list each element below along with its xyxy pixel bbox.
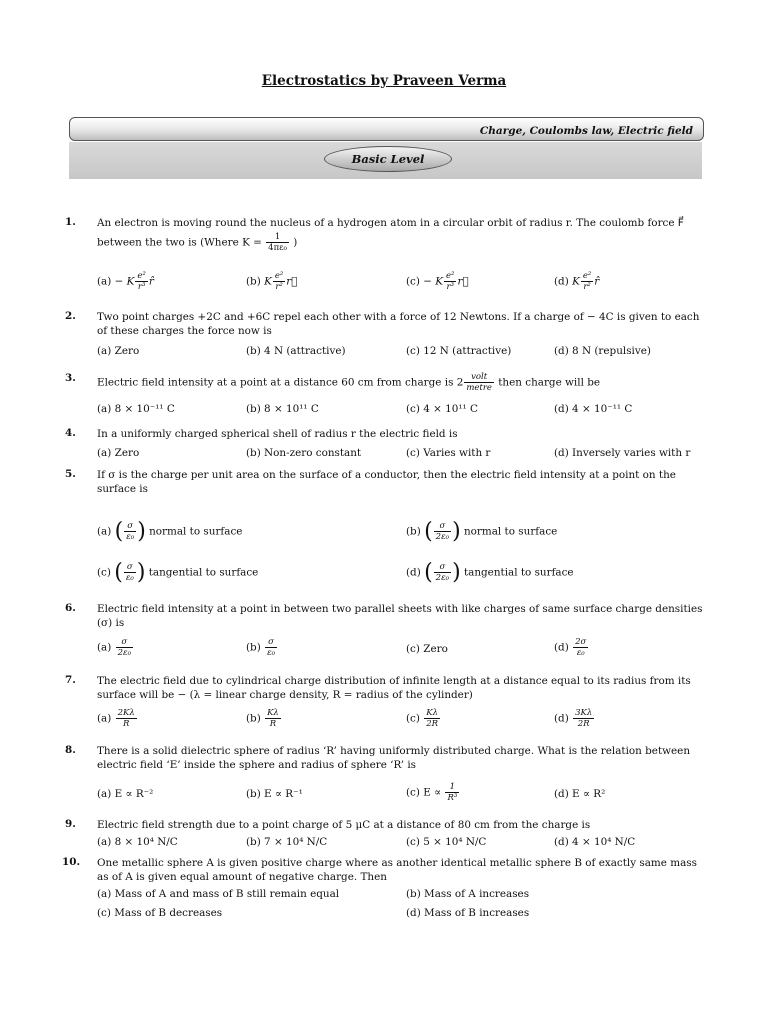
- option-c[interactable]: (c) ( $\frac{\sigma}{\text{ε₀}}$ ) tangential to surface: [97, 560, 259, 585]
- question-text: An electron is moving round the nucleus of a hydrogen atom in a circular orbit of radius r. The coulomb force F⃗: [97, 217, 684, 229]
- unit-fraction: $\frac{\text{volt}}{\text{metre}}$: [466, 372, 492, 393]
- option-b[interactable]: (b) E ∝ R⁻¹: [246, 788, 303, 800]
- question-text: There is a solid dielectric sphere of radius ‘R’ having uniformly distributed charge. What is the relation between electric field ‘E’ inside the sphere and radius of sphere ‘R’ is: [97, 745, 691, 771]
- option-d[interactable]: (d) 4 × 10⁴ N/C: [554, 836, 636, 848]
- banner-tube: [69, 117, 704, 141]
- question-text: One metallic sphere A is given positive charge where as another identical metallic sphere B of exactly same mass as of A is given equal amount of negative charge. Then: [97, 857, 697, 883]
- option-b[interactable]: (b) Mass of A increases: [406, 888, 530, 900]
- question-text: Electric field intensity at a point at a distance 60 cm from charge is 2: [97, 376, 464, 389]
- option-a[interactable]: (a) E ∝ R⁻²: [97, 788, 154, 800]
- option-d[interactable]: (d) K $\frac{\text{e²}}{\text{r²}}$ r̂: [554, 271, 600, 292]
- question-text-2: between the two is (Where K =: [97, 236, 262, 249]
- option-c[interactable]: (c) $\frac{K\lambda}{2R}$: [406, 708, 439, 729]
- option-b[interactable]: (b) ( $\frac{\sigma}{\text{2ε₀}}$ ) normal to surface: [406, 519, 558, 544]
- question-text: Electric field strength due to a point charge of 5 μC at a distance of 80 cm from the charge is: [97, 819, 591, 831]
- option-c[interactable]: (c) 12 N (attractive): [406, 345, 512, 357]
- question-text: If σ is the charge per unit area on the surface of a conductor, then the electric field intensity at a point on the surface is: [97, 469, 676, 495]
- question-number: 6.: [65, 602, 76, 614]
- option-d[interactable]: (d) $\frac{2\sigma}{\text{ε₀}}$: [554, 637, 587, 658]
- question-number: 10.: [62, 856, 81, 868]
- option-b[interactable]: (b) 8 × 10¹¹ C: [246, 403, 319, 415]
- option-a[interactable]: (a) − K $\frac{\text{e²}}{\text{r³}}$ r̂: [97, 271, 154, 292]
- question-number: 8.: [65, 744, 76, 756]
- option-d[interactable]: (d) $\frac{3K\lambda}{2R}$: [554, 708, 593, 729]
- question-number: 2.: [65, 310, 76, 322]
- question-text: In a uniformly charged spherical shell of radius r the electric field is: [97, 428, 458, 440]
- page-title: Electrostatics by Praveen Verma: [261, 73, 507, 89]
- option-d[interactable]: (d) ( $\frac{\sigma}{\text{2ε₀}}$ ) tangential to surface: [406, 560, 574, 585]
- topic-banner: [69, 114, 702, 178]
- question-number: 5.: [65, 468, 76, 480]
- question-number: 3.: [65, 372, 76, 384]
- option-a[interactable]: (a) $\frac{\sigma}{\text{2ε₀}}$: [97, 637, 132, 658]
- option-c[interactable]: (c) 5 × 10⁴ N/C: [406, 836, 487, 848]
- question-number: 7.: [65, 674, 76, 686]
- option-b[interactable]: (b) $\frac{K\lambda}{R}$: [246, 708, 279, 729]
- question-text: The electric field due to cylindrical charge distribution of infinite length at a distance equal to its radius from its surface will be − (λ = linear charge density, R = radius of the cylinder): [97, 675, 691, 701]
- option-a[interactable]: (a) Mass of A and mass of B still remain equal: [97, 888, 340, 900]
- option-b[interactable]: (b) $\frac{\sigma}{\text{ε₀}}$: [246, 637, 276, 658]
- option-b[interactable]: (b) 4 N (attractive): [246, 345, 346, 357]
- option-c[interactable]: (c) Zero: [406, 643, 448, 655]
- question-text: Two point charges +2C and +6C repel each other with a force of 12 Newtons. If a charge of − 4C is given to each of these charges the force now is: [97, 311, 700, 337]
- option-c[interactable]: (c) Mass of B decreases: [97, 907, 223, 919]
- banner-topic: Charge, Coulombs law, Electric field: [479, 125, 693, 137]
- option-d[interactable]: (d) Inversely varies with r: [554, 447, 691, 459]
- option-d[interactable]: (d) Mass of B increases: [406, 907, 530, 919]
- option-c[interactable]: (c) Varies with r: [406, 447, 491, 459]
- option-a[interactable]: (a) 8 × 10⁻¹¹ C: [97, 403, 175, 415]
- option-b[interactable]: (b) 7 × 10⁴ N/C: [246, 836, 328, 848]
- option-b[interactable]: (b) K $\frac{\text{e²}}{\text{r²}}$ r⃗: [246, 271, 298, 292]
- option-c[interactable]: (c) E ∝ $\frac{1}{\text{R³}}$: [406, 782, 458, 803]
- option-a[interactable]: (a) Zero: [97, 447, 140, 459]
- option-c[interactable]: (c) 4 × 10¹¹ C: [406, 403, 478, 415]
- option-a[interactable]: (a) ( $\frac{\sigma}{\text{ε₀}}$ ) normal to surface: [97, 519, 243, 544]
- question-number: 9.: [65, 818, 76, 830]
- option-a[interactable]: (a) $\frac{2K\lambda}{R}$: [97, 708, 135, 729]
- question-text: Electric field intensity at a point in between two parallel sheets with like charges of same surface charge densities (σ) is: [97, 603, 703, 629]
- option-b[interactable]: (b) Non-zero constant: [246, 447, 362, 459]
- option-d[interactable]: (d) 8 N (repulsive): [554, 345, 651, 357]
- option-d[interactable]: (d) E ∝ R²: [554, 788, 606, 800]
- k-fraction: $\frac{1}{\text{4πε₀}}$: [268, 232, 287, 253]
- level-badge: Basic Level: [324, 146, 452, 172]
- question-number: 1.: [65, 216, 76, 228]
- option-a[interactable]: (a) Zero: [97, 345, 140, 357]
- option-d[interactable]: (d) 4 × 10⁻¹¹ C: [554, 403, 633, 415]
- option-c[interactable]: (c) − K $\frac{\text{e²}}{\text{r³}}$ r⃗: [406, 271, 469, 292]
- question-number: 4.: [65, 427, 76, 439]
- option-a[interactable]: (a) 8 × 10⁴ N/C: [97, 836, 178, 848]
